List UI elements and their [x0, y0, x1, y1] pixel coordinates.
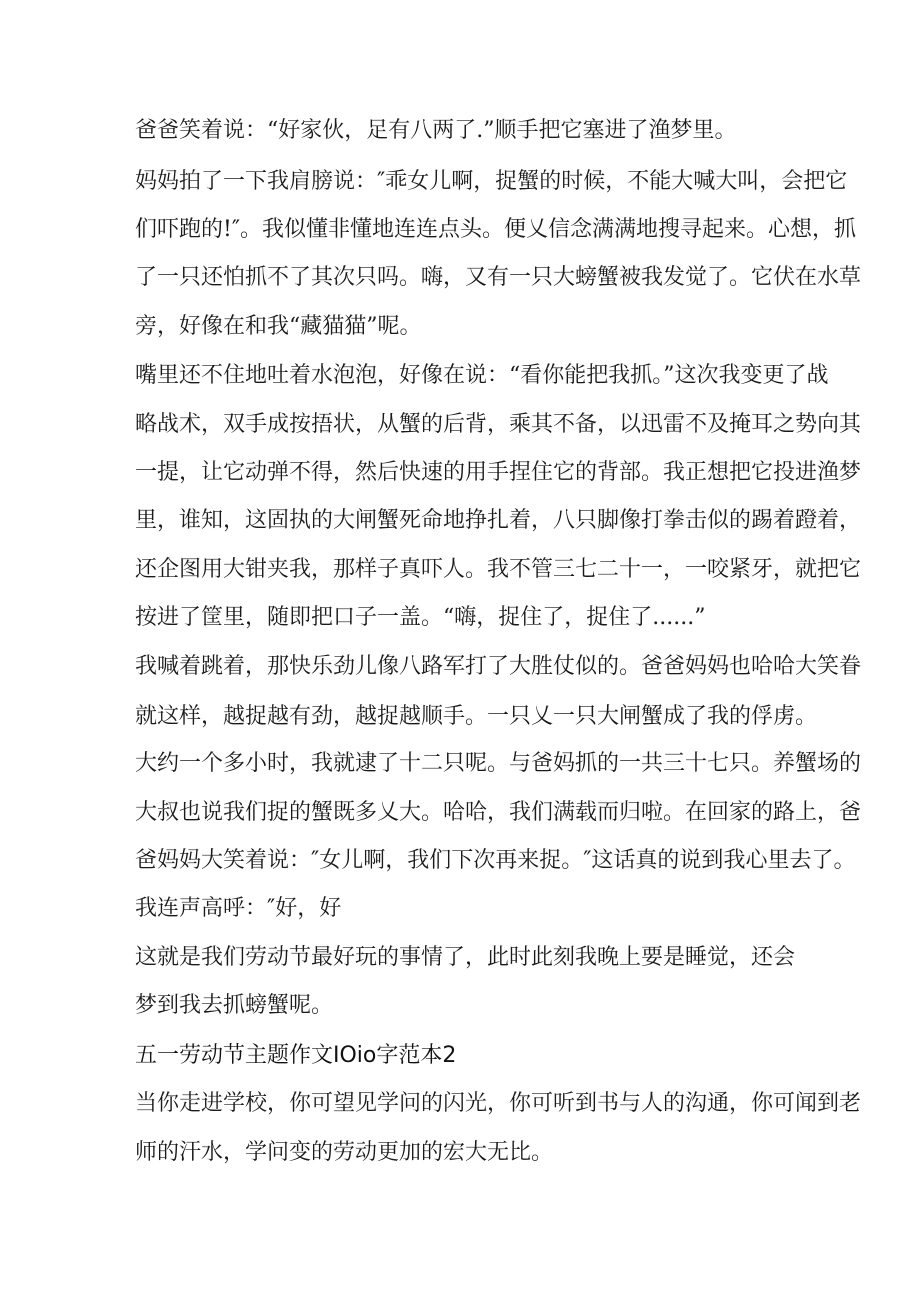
paragraph-line: 了一只还怕抓不了其次只吗。嗨，又有一只大螃蟹被我发觉了。它伏在水草	[135, 265, 862, 290]
paragraph-line: 大叔也说我们捉的蟹既多乂大。哈哈，我们满载而归啦。在回家的路上，爸	[135, 800, 862, 825]
section-heading: 五一劳动节主题作文IOio字范本2	[135, 1043, 457, 1068]
paragraph-line: 旁，好像在和我“藏猫猫”呢。	[135, 314, 422, 339]
paragraph-line: 当你走进学校，你可望见学问的闪光，你可听到书与人的沟通，你可闻到老	[135, 1091, 862, 1116]
paragraph-line: 师的汗水，学问变的劳动更加的宏大无比。	[135, 1140, 554, 1165]
paragraph-line: 就这样，越捉越有劲，越捉越顺手。一只乂一只大闸蟹成了我的俘虏。	[135, 704, 818, 729]
paragraph-line: 略战术，双手成按捂状，从蟹的后背，乘其不备，以迅雷不及掩耳之势向其	[135, 412, 862, 437]
paragraph-line: 们吓跑的!″。我似懂非懂地连连点头。便乂信念满满地搜寻起来。心想，抓	[135, 217, 857, 242]
paragraph-line: 我连声高呼：″好，好	[135, 896, 342, 921]
paragraph-line: 梦到我去抓螃蟹呢。	[135, 993, 334, 1018]
paragraph-line: 大约一个多小时，我就逮了十二只呢。与爸妈抓的一共三十七只。养蟹场的	[135, 751, 862, 776]
paragraph-line: 我喊着跳着，那快乐劲儿像八路军打了大胜仗似的。爸爸妈妈也哈哈大笑眷	[135, 654, 862, 679]
paragraph-line: 妈妈拍了一下我肩膀说：″乖女儿啊，捉蟹的时候，不能大喊大叫，会把它	[135, 169, 848, 194]
paragraph-line: 这就是我们劳动节最好玩的事情了，此时此刻我晚上要是睡觉，还会	[135, 945, 796, 970]
paragraph-line: 嘴里还不住地吐着水泡泡，好像在说：“看你能把我抓。”这次我变更了战	[135, 363, 829, 388]
paragraph-line: 里，谁知，这固执的大闸蟹死命地挣扎着，八只脚像打拳击似的踢着蹬着，	[135, 508, 862, 533]
paragraph-line: 一提，让它动弹不得，然后快速的用手捏住它的背部。我正想把它投进渔梦	[135, 460, 862, 485]
paragraph-line: 爸妈妈大笑着说：″女儿啊，我们下次再来捉。″这话真的说到我心里去了。	[135, 848, 856, 873]
paragraph-line: 按进了筐里，随即把口子一盖。“嗨，捉住了，捉住了......”	[135, 605, 706, 630]
paragraph-line: 还企图用大钳夹我，那样子真吓人。我不管三七二十一，一咬紧牙，就把它	[135, 557, 862, 582]
paragraph-line: 爸爸笑着说：“好家伙，足有八两了.”顺手把它塞进了渔梦里。	[135, 118, 737, 143]
